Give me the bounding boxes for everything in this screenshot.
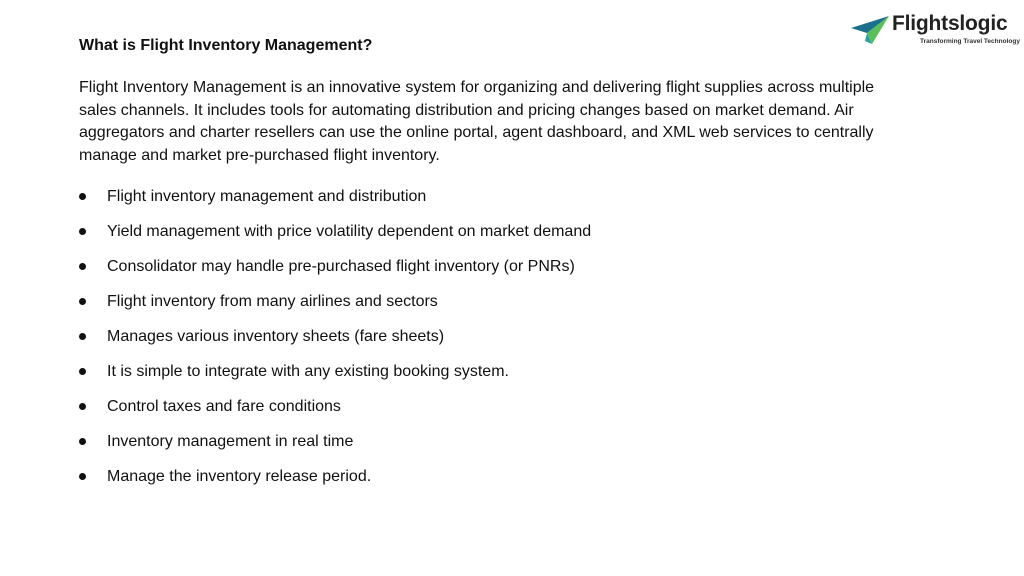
bullet-icon xyxy=(79,333,86,340)
bullet-icon xyxy=(79,368,86,375)
brand-logo xyxy=(850,12,1020,48)
list-item-text: Manages various inventory sheets (fare sheets) xyxy=(107,328,445,345)
list-item-text: Consolidator may handle pre-purchased flight inventory (or PNRs) xyxy=(107,258,575,275)
list-item-text: Inventory management in real time xyxy=(107,433,354,450)
list-item-text: It is simple to integrate with any existing booking system. xyxy=(107,363,509,380)
bullet-icon xyxy=(79,298,86,305)
bullet-icon xyxy=(79,193,86,200)
brand-name: Flightslogic xyxy=(892,12,1008,35)
list-item-text: Flight inventory management and distribution xyxy=(107,188,427,205)
intro-paragraph: Flight Inventory Management is an innovative system for organizing and delivering flight supplies across multiple sales channels. It includes tools for automating distribution and pricing changes based on market demand. Air aggregators and charter resellers can use the online portal, agent dashboard, and XML web services to centrally manage and market pre-purchased flight inventory. xyxy=(79,79,875,164)
bullet-icon xyxy=(79,263,86,270)
bullet-icon xyxy=(79,403,86,410)
paper-plane-logo-icon xyxy=(850,14,890,46)
brand-tagline: Transforming Travel Technology xyxy=(920,38,1020,45)
page-title: What is Flight Inventory Management? xyxy=(79,37,373,54)
bullet-icon xyxy=(79,473,86,480)
list-item-text: Flight inventory from many airlines and sectors xyxy=(107,293,438,310)
list-item-text: Manage the inventory release period. xyxy=(107,468,372,485)
list-item-text: Yield management with price volatility dependent on market demand xyxy=(107,223,592,240)
bullet-icon xyxy=(79,228,86,235)
bullet-icon xyxy=(79,438,86,445)
list-item-text: Control taxes and fare conditions xyxy=(107,398,341,415)
